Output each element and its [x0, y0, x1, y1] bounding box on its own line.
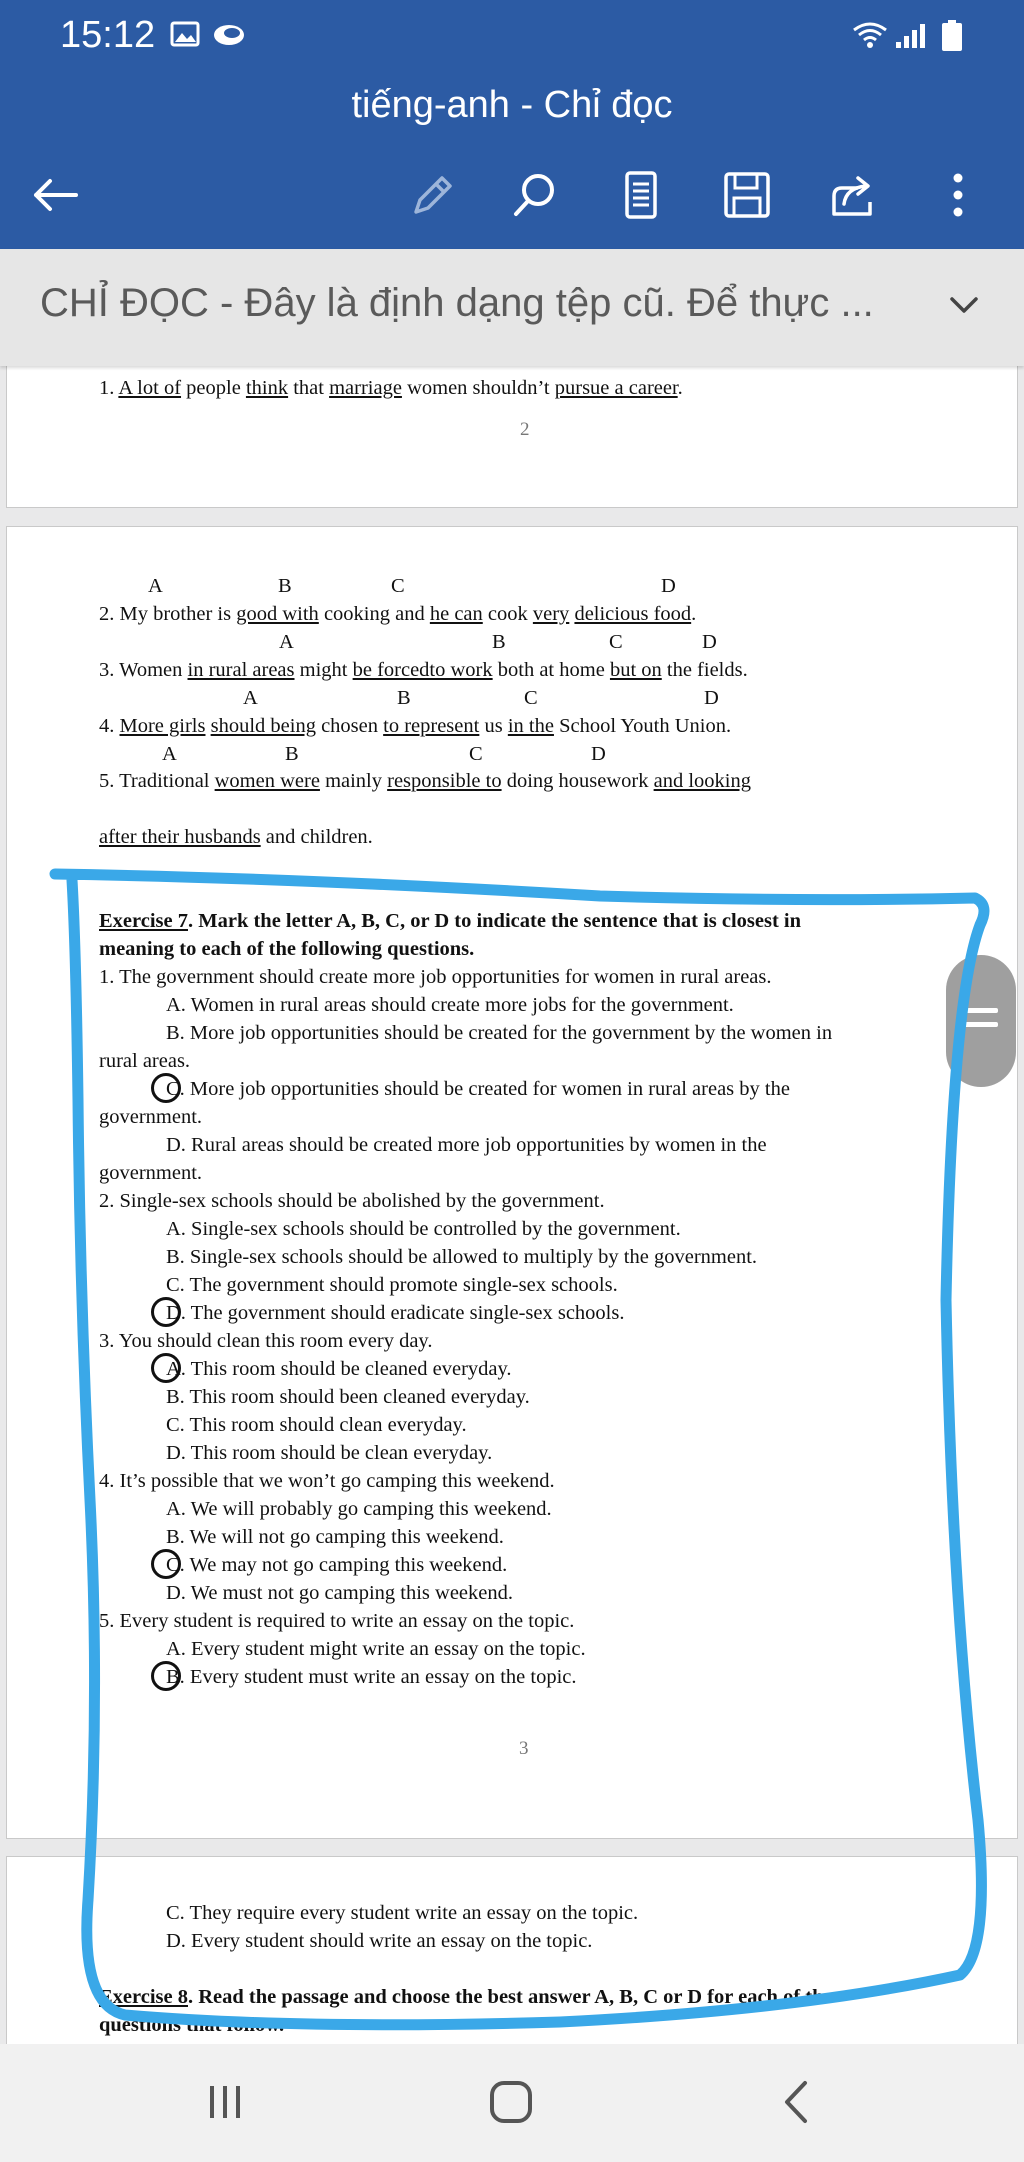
ex7-q5-option-c: C. They require every student write an essay on the topic.: [166, 1902, 639, 1924]
edit-button[interactable]: [396, 160, 466, 230]
ex7-q1-option-b: B. More job opportunities should be created for the government by the women in: [166, 1022, 833, 1044]
ex7-q5-option-a: A. Every student might write an essay on the topic.: [166, 1638, 586, 1660]
ex7-q2-option-c: C. The government should promote single-sex schools.: [166, 1274, 618, 1296]
scroll-handle[interactable]: [946, 955, 1016, 1087]
ex7-q5: 5. Every student is required to write an essay on the topic.: [99, 1610, 575, 1632]
q4-letter-b: B: [397, 687, 411, 709]
search-icon: [510, 170, 560, 220]
q2-letter-a: A: [148, 575, 163, 597]
home-button[interactable]: [476, 2072, 546, 2132]
q3-letter-a: A: [279, 631, 294, 653]
page-number: 3: [519, 1738, 529, 1759]
back-arrow-icon: [30, 175, 80, 215]
q5-letter-c: C: [469, 743, 483, 765]
status-bar: [0, 0, 1024, 72]
ex7-q1: 1. The government should create more job opportunities for women in rural areas.: [99, 966, 772, 988]
q2-sentence: 2. My brother is good with cooking and he can cook very delicious food.: [99, 603, 697, 625]
q3-letter-b: B: [492, 631, 506, 653]
answer-circle-q3-a: [151, 1353, 181, 1383]
answer-circle-q5-b: [151, 1661, 181, 1691]
document-page-4: [6, 1856, 1018, 2044]
q3-letter-c: C: [609, 631, 623, 653]
ex7-q1-option-b-cont: rural areas.: [99, 1050, 191, 1072]
recent-apps-button[interactable]: [190, 2072, 260, 2132]
ex7-q5-option-d: D. Every student should write an essay on the topic.: [166, 1930, 593, 1952]
answer-circle-q2-d: [151, 1297, 181, 1327]
page-number: 2: [520, 419, 530, 440]
ex7-q1-option-c: C. More job opportunities should be created for women in rural areas by the: [166, 1078, 790, 1100]
document-viewport[interactable]: [0, 366, 1024, 2044]
q5-letter-a: A: [162, 743, 177, 765]
q4-sentence: 4. More girls should being chosen to represent us in the School Youth Union.: [99, 715, 732, 737]
ex7-q3: 3. You should clean this room every day.: [99, 1330, 433, 1352]
q2-letter-b: B: [278, 575, 292, 597]
ex7-q3-option-a: A. This room should be cleaned everyday.: [166, 1358, 512, 1380]
ex7-q3-option-c: C. This room should clean everyday.: [166, 1414, 467, 1436]
system-navigation-bar: [0, 2044, 1024, 2162]
cloud-notification-icon: [212, 20, 242, 48]
q3-sentence: 3. Women in rural areas might be forcedto work both at home but on the fields.: [99, 659, 748, 681]
share-icon: [828, 170, 878, 220]
ex7-q4: 4. It’s possible that we won’t go camping this weekend.: [99, 1470, 555, 1492]
exercise-8-title-cont: questions that follow.: [99, 2014, 285, 2036]
chevron-down-icon: [944, 285, 984, 325]
status-time: 15:12: [60, 14, 156, 56]
ex7-q3-option-b: B. This room should been cleaned everyday.: [166, 1386, 530, 1408]
expand-banner-button[interactable]: [944, 285, 984, 325]
share-button[interactable]: [818, 160, 888, 230]
home-icon: [486, 2077, 536, 2127]
q5-letter-d: D: [591, 743, 606, 765]
ex7-q2-option-a: A. Single-sex schools should be controlled by the government.: [166, 1218, 681, 1240]
ex7-q4-option-b: B. We will not go camping this weekend.: [166, 1526, 504, 1548]
ex7-q2-option-d: D. The government should eradicate single-sex schools.: [166, 1302, 625, 1324]
q1-sentence: 1. A lot of people think that marriage women shouldn’t pursue a career.: [99, 377, 683, 399]
wifi-icon: [850, 20, 890, 48]
chevron-left-icon: [777, 2077, 817, 2127]
q5-sentence: 5. Traditional women were mainly responsible to doing housework and looking: [99, 770, 751, 792]
more-options-button[interactable]: [923, 160, 993, 230]
q5-sentence-cont: after their husbands and children.: [99, 826, 373, 848]
app-toolbar: [0, 72, 1024, 249]
back-button[interactable]: [20, 160, 90, 230]
ex7-q1-option-d-cont: government.: [99, 1162, 203, 1184]
q5-letter-b: B: [285, 743, 299, 765]
q4-letter-d: D: [704, 687, 719, 709]
ex7-q4-option-c: C. We may not go camping this weekend.: [166, 1554, 508, 1576]
search-button[interactable]: [500, 160, 570, 230]
answer-circle-q4-c: [151, 1549, 181, 1579]
ex7-q1-option-d: D. Rural areas should be created more job opportunities by women in the: [166, 1134, 767, 1156]
read-only-banner[interactable]: [0, 249, 1024, 366]
signal-icon: [894, 20, 930, 48]
ex7-q2-option-b: B. Single-sex schools should be allowed to multiply by the government.: [166, 1246, 758, 1268]
exercise-7-title: Exercise 7. Mark the letter A, B, C, or D to indicate the sentence that is closest in: [99, 910, 802, 932]
q3-letter-d: D: [702, 631, 717, 653]
more-vertical-icon: [948, 170, 968, 220]
document-page-3: [6, 526, 1018, 1839]
recent-apps-icon: [200, 2082, 250, 2122]
document-page-2: [6, 366, 1018, 508]
ex7-q4-option-d: D. We must not go camping this weekend.: [166, 1582, 513, 1604]
document-title: tiếng-anh - Chỉ đọc: [351, 84, 673, 126]
ex7-q1-option-c-cont: government.: [99, 1106, 203, 1128]
mobile-view-button[interactable]: [606, 160, 676, 230]
q4-letter-a: A: [243, 687, 258, 709]
exercise-8-title: Exercise 8. Read the passage and choose the best answer A, B, C or D for each of the: [99, 1986, 833, 2008]
ex7-q2: 2. Single-sex schools should be abolished by the government.: [99, 1190, 605, 1212]
ex7-q1-option-a: A. Women in rural areas should create more jobs for the government.: [166, 994, 734, 1016]
save-icon: [722, 170, 772, 220]
save-button[interactable]: [712, 160, 782, 230]
battery-icon: [940, 20, 964, 48]
ex7-q3-option-d: D. This room should be clean everyday.: [166, 1442, 493, 1464]
answer-circle-q1-c: [151, 1073, 181, 1103]
q2-letter-d: D: [661, 575, 676, 597]
mobile-view-icon: [621, 170, 661, 220]
pencil-icon: [406, 170, 456, 220]
read-only-banner-text: CHỈ ĐỌC - Đây là định dạng tệp cũ. Để thực ...: [40, 281, 874, 325]
ex7-q5-option-b: B. Every student must write an essay on the topic.: [166, 1666, 577, 1688]
q4-letter-c: C: [524, 687, 538, 709]
image-notification-icon: [170, 20, 200, 48]
q2-letter-c: C: [391, 575, 405, 597]
ex7-q4-option-a: A. We will probably go camping this weekend.: [166, 1498, 552, 1520]
system-back-button[interactable]: [762, 2072, 832, 2132]
exercise-7-title-cont: meaning to each of the following questions.: [99, 938, 475, 960]
